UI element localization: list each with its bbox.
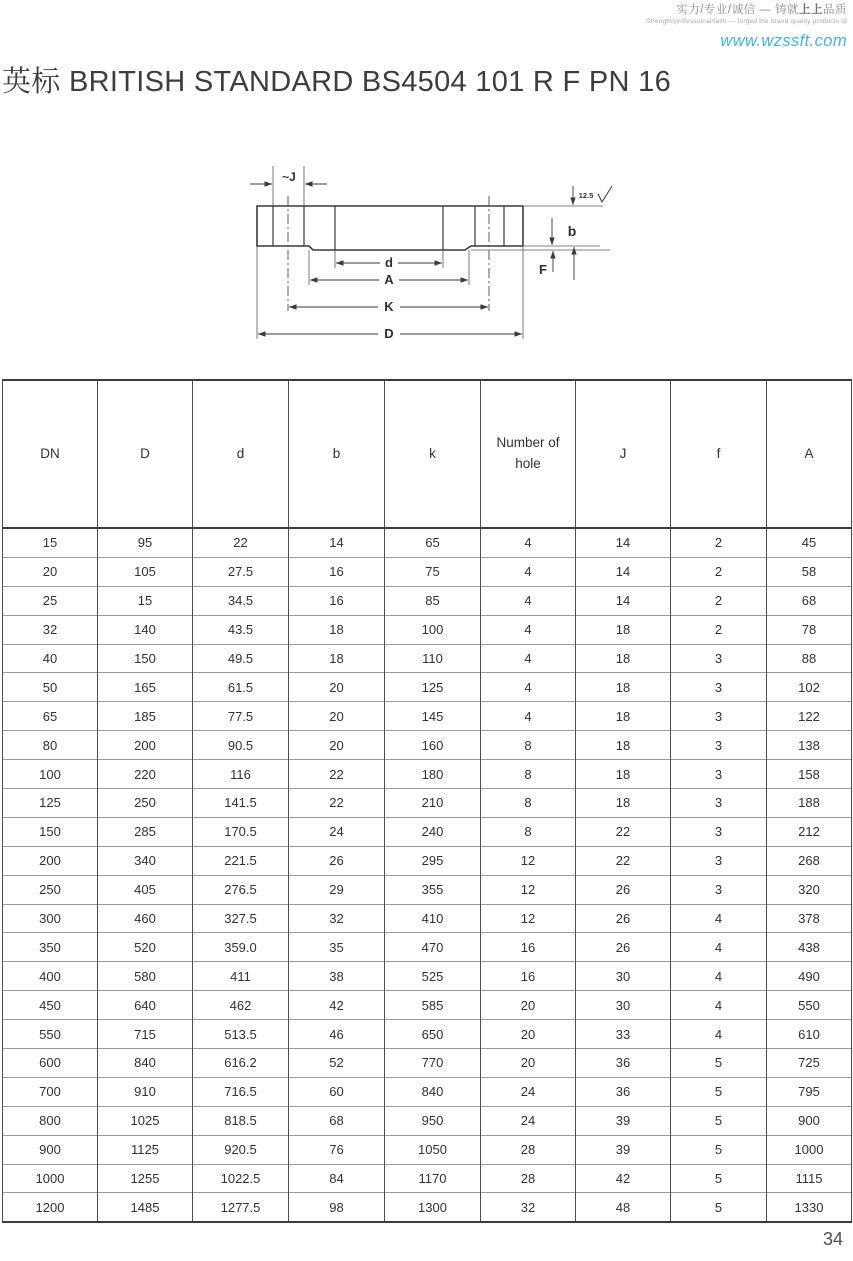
table-cell: 840 [385,1077,481,1106]
table-cell: 240 [385,817,481,846]
column-header-a: A [767,380,852,528]
table-cell: 2 [671,557,767,586]
table-cell: 200 [3,846,98,875]
table-cell: 77.5 [193,702,289,731]
table-cell: 18 [289,615,385,644]
table-cell: 32 [3,615,98,644]
table-cell: 14 [576,586,671,615]
table-cell: 4 [481,644,576,673]
table-row [3,1020,852,1049]
table-cell: 8 [481,789,576,818]
table-row [3,933,852,962]
dimension-table [2,379,852,1223]
table-cell: 18 [289,644,385,673]
flange-outline [257,206,523,250]
table-cell: 98 [289,1193,385,1222]
table-cell: 795 [767,1077,852,1106]
table-cell: 350 [3,933,98,962]
table-cell: 3 [671,846,767,875]
table-cell: 68 [289,1106,385,1135]
table-cell: 640 [98,991,193,1020]
table-row [3,557,852,586]
table-cell: 50 [3,673,98,702]
table-row [3,702,852,731]
table-row [3,1193,852,1222]
table-cell: 1000 [767,1135,852,1164]
table-row [3,673,852,702]
dim-label-b: b [567,223,577,239]
table-cell: 35 [289,933,385,962]
table-cell: 438 [767,933,852,962]
table-cell: 43.5 [193,615,289,644]
table-header [3,380,852,528]
table-cell: 1200 [3,1193,98,1222]
table-cell: 122 [767,702,852,731]
table-row [3,1164,852,1193]
table-row [3,586,852,615]
table-cell: 1000 [3,1164,98,1193]
table-cell: 4 [481,702,576,731]
dim-label-k: K [384,299,394,314]
table-cell: 210 [385,789,481,818]
table-cell: 34.5 [193,586,289,615]
table-cell: 490 [767,962,852,991]
column-header-f: f [671,380,767,528]
dim-label-j: ~J [282,170,296,184]
table-cell: 580 [98,962,193,991]
table-cell: 150 [3,817,98,846]
table-cell: 75 [385,557,481,586]
table-cell: 18 [576,789,671,818]
table-cell: 410 [385,904,481,933]
table-row [3,1049,852,1078]
table-cell: 100 [385,615,481,644]
flange-drawing [228,140,628,365]
table-cell: 900 [3,1135,98,1164]
column-header-d: D [98,380,193,528]
table-cell: 24 [481,1077,576,1106]
table-cell: 550 [3,1020,98,1049]
table-cell: 460 [98,904,193,933]
table-cell: 49.5 [193,644,289,673]
table-cell: 4 [481,528,576,557]
table-body [3,528,852,1222]
table-cell: 85 [385,586,481,615]
page-title: 英标 BRITISH STANDARD BS4504 101 R F PN 16 [2,66,672,99]
table-cell: 8 [481,760,576,789]
table-cell: 1022.5 [193,1164,289,1193]
table-cell: 600 [3,1049,98,1078]
table-cell: 300 [3,904,98,933]
table-cell: 920.5 [193,1135,289,1164]
table-row [3,644,852,673]
table-cell: 295 [385,846,481,875]
table-cell: 1170 [385,1164,481,1193]
table-cell: 285 [98,817,193,846]
table-cell: 4 [481,586,576,615]
table-cell: 80 [3,731,98,760]
table-cell: 18 [576,760,671,789]
table-cell: 141.5 [193,789,289,818]
table-cell: 25 [3,586,98,615]
table-cell: 700 [3,1077,98,1106]
table-cell: 18 [576,731,671,760]
table-cell: 20 [481,1049,576,1078]
brand-tagline-cn [646,3,847,17]
table-cell: 30 [576,991,671,1020]
table-cell: 2 [671,615,767,644]
table-cell: 22 [576,846,671,875]
table-cell: 4 [671,933,767,962]
table-cell: 5 [671,1049,767,1078]
table-cell: 84 [289,1164,385,1193]
dim-label-a: A [384,272,394,287]
table-cell: 185 [98,702,193,731]
table-cell: 4 [671,904,767,933]
table-cell: 220 [98,760,193,789]
table-cell: 22 [576,817,671,846]
table-cell: 1115 [767,1164,852,1193]
table-cell: 405 [98,875,193,904]
table-cell: 138 [767,731,852,760]
table-row [3,528,852,557]
column-header-b: b [289,380,385,528]
table-cell: 18 [576,673,671,702]
table-cell: 39 [576,1106,671,1135]
tagline-cn-prefix: 实力/专业/诚信 — 铸就 [676,4,799,16]
table-cell: 39 [576,1135,671,1164]
table-cell: 276.5 [193,875,289,904]
table-cell: 320 [767,875,852,904]
table-cell: 12 [481,904,576,933]
table-row [3,904,852,933]
table-cell: 818.5 [193,1106,289,1135]
table-cell: 150 [98,644,193,673]
roughness-symbol-icon [598,186,612,202]
table-cell: 188 [767,789,852,818]
table-cell: 770 [385,1049,481,1078]
table-cell: 250 [98,789,193,818]
table-cell: 340 [98,846,193,875]
table-cell: 716.5 [193,1077,289,1106]
table-cell: 158 [767,760,852,789]
table-cell: 585 [385,991,481,1020]
table-cell: 30 [576,962,671,991]
table-row [3,731,852,760]
table-cell: 22 [289,760,385,789]
table-cell: 462 [193,991,289,1020]
table-cell: 95 [98,528,193,557]
table-cell: 411 [193,962,289,991]
table-cell: 4 [481,673,576,702]
table-cell: 1330 [767,1193,852,1222]
table-cell: 16 [289,557,385,586]
table-cell: 5 [671,1193,767,1222]
table-cell: 88 [767,644,852,673]
table-cell: 14 [576,557,671,586]
table-cell: 3 [671,702,767,731]
bolt-centerlines [288,196,489,311]
table-cell: 125 [385,673,481,702]
table-cell: 3 [671,789,767,818]
table-cell: 616.2 [193,1049,289,1078]
table-cell: 26 [289,846,385,875]
table-cell: 378 [767,904,852,933]
table-cell: 900 [767,1106,852,1135]
table-cell: 42 [576,1164,671,1193]
table-cell: 105 [98,557,193,586]
table-row [3,991,852,1020]
table-cell: 27.5 [193,557,289,586]
table-cell: 359.0 [193,933,289,962]
table-cell: 68 [767,586,852,615]
table-cell: 40 [3,644,98,673]
table-cell: 3 [671,644,767,673]
table-cell: 26 [576,933,671,962]
table-cell: 5 [671,1077,767,1106]
table-cell: 140 [98,615,193,644]
table-cell: 3 [671,760,767,789]
table-cell: 1277.5 [193,1193,289,1222]
table-cell: 15 [3,528,98,557]
table-cell: 20 [481,1020,576,1049]
table-cell: 4 [671,991,767,1020]
dim-label-d-big: D [384,326,394,341]
table-cell: 950 [385,1106,481,1135]
table-cell: 26 [576,875,671,904]
table-cell: 42 [289,991,385,1020]
table-cell: 20 [289,673,385,702]
brand-tagline-en: Strength/professional/faith — forged the brand quality products of [645,18,847,26]
table-cell: 1050 [385,1135,481,1164]
table-row [3,817,852,846]
table-row [3,875,852,904]
table-cell: 16 [481,962,576,991]
table-cell: 61.5 [193,673,289,702]
table-cell: 145 [385,702,481,731]
table-cell: 20 [289,731,385,760]
table-cell: 52 [289,1049,385,1078]
table-cell: 1125 [98,1135,193,1164]
table-cell: 8 [481,731,576,760]
table-cell: 22 [193,528,289,557]
column-header-j: J [576,380,671,528]
table-cell: 715 [98,1020,193,1049]
table-cell: 38 [289,962,385,991]
table-cell: 18 [576,644,671,673]
table-cell: 3 [671,731,767,760]
table-cell: 200 [98,731,193,760]
table-cell: 3 [671,673,767,702]
table-cell: 4 [671,1020,767,1049]
table-cell: 1300 [385,1193,481,1222]
tagline-cn-suffix: 品质 [823,4,847,16]
tagline-cn-bold: 上上 [799,4,823,16]
table-cell: 116 [193,760,289,789]
table-cell: 78 [767,615,852,644]
column-header-d: d [193,380,289,528]
table-cell: 60 [289,1077,385,1106]
table-cell: 3 [671,875,767,904]
table-cell: 90.5 [193,731,289,760]
table-cell: 24 [481,1106,576,1135]
table-cell: 12 [481,875,576,904]
table-cell: 58 [767,557,852,586]
table-cell: 840 [98,1049,193,1078]
table-cell: 2 [671,586,767,615]
table-cell: 3 [671,817,767,846]
table-row [3,760,852,789]
table-cell: 450 [3,991,98,1020]
table-cell: 550 [767,991,852,1020]
page-number: 34 [822,1229,843,1249]
flange-section-lines [273,206,504,250]
table-cell: 1025 [98,1106,193,1135]
table-cell: 355 [385,875,481,904]
table-cell: 2 [671,528,767,557]
table-cell: 32 [289,904,385,933]
table-row [3,789,852,818]
table-cell: 221.5 [193,846,289,875]
table-row [3,615,852,644]
dim-label-f: F [539,262,547,277]
table-cell: 160 [385,731,481,760]
table-cell: 22 [289,789,385,818]
table-row [3,1135,852,1164]
table-cell: 100 [3,760,98,789]
table-cell: 4 [481,557,576,586]
table-cell: 65 [385,528,481,557]
table-cell: 18 [576,702,671,731]
table-cell: 65 [3,702,98,731]
table-cell: 513.5 [193,1020,289,1049]
dim-label-d-small: d [385,255,393,270]
table-cell: 12 [481,846,576,875]
dim-label-roughness: 12.5 [578,191,594,200]
table-cell: 76 [289,1135,385,1164]
table-cell: 16 [289,586,385,615]
table-cell: 28 [481,1135,576,1164]
table-cell: 5 [671,1106,767,1135]
table-cell: 470 [385,933,481,962]
table-cell: 520 [98,933,193,962]
brand-website-link[interactable]: www.wzssft.com [720,31,847,50]
table-cell: 4 [481,615,576,644]
table-cell: 125 [3,789,98,818]
table-cell: 525 [385,962,481,991]
table-cell: 28 [481,1164,576,1193]
table-cell: 1485 [98,1193,193,1222]
table-cell: 33 [576,1020,671,1049]
table-cell: 46 [289,1020,385,1049]
table-cell: 725 [767,1049,852,1078]
table-cell: 800 [3,1106,98,1135]
table-row [3,846,852,875]
table-cell: 8 [481,817,576,846]
table-cell: 14 [576,528,671,557]
table-cell: 110 [385,644,481,673]
table-cell: 20 [289,702,385,731]
column-header-k: k [385,380,481,528]
table-row [3,1077,852,1106]
table-cell: 16 [481,933,576,962]
table-cell: 14 [289,528,385,557]
table-cell: 1255 [98,1164,193,1193]
table-cell: 45 [767,528,852,557]
extension-lines [257,166,610,339]
table-row [3,962,852,991]
table-cell: 610 [767,1020,852,1049]
table-cell: 24 [289,817,385,846]
table-cell: 102 [767,673,852,702]
brand-block [646,3,847,51]
table-cell: 250 [3,875,98,904]
table-cell: 180 [385,760,481,789]
table-cell: 650 [385,1020,481,1049]
table-cell: 400 [3,962,98,991]
table-cell: 26 [576,904,671,933]
table-cell: 5 [671,1135,767,1164]
table-cell: 20 [3,557,98,586]
table-row [3,1106,852,1135]
table-cell: 15 [98,586,193,615]
table-cell: 32 [481,1193,576,1222]
table-cell: 268 [767,846,852,875]
table-cell: 327.5 [193,904,289,933]
table-cell: 18 [576,615,671,644]
table-cell: 4 [671,962,767,991]
table-cell: 910 [98,1077,193,1106]
table-cell: 165 [98,673,193,702]
column-header-number-of-hole: Number of hole [481,380,576,528]
table-cell: 20 [481,991,576,1020]
table-cell: 170.5 [193,817,289,846]
column-header-dn: DN [3,380,98,528]
table-cell: 48 [576,1193,671,1222]
table-cell: 36 [576,1049,671,1078]
table-cell: 29 [289,875,385,904]
table-cell: 36 [576,1077,671,1106]
table-cell: 212 [767,817,852,846]
table-cell: 5 [671,1164,767,1193]
